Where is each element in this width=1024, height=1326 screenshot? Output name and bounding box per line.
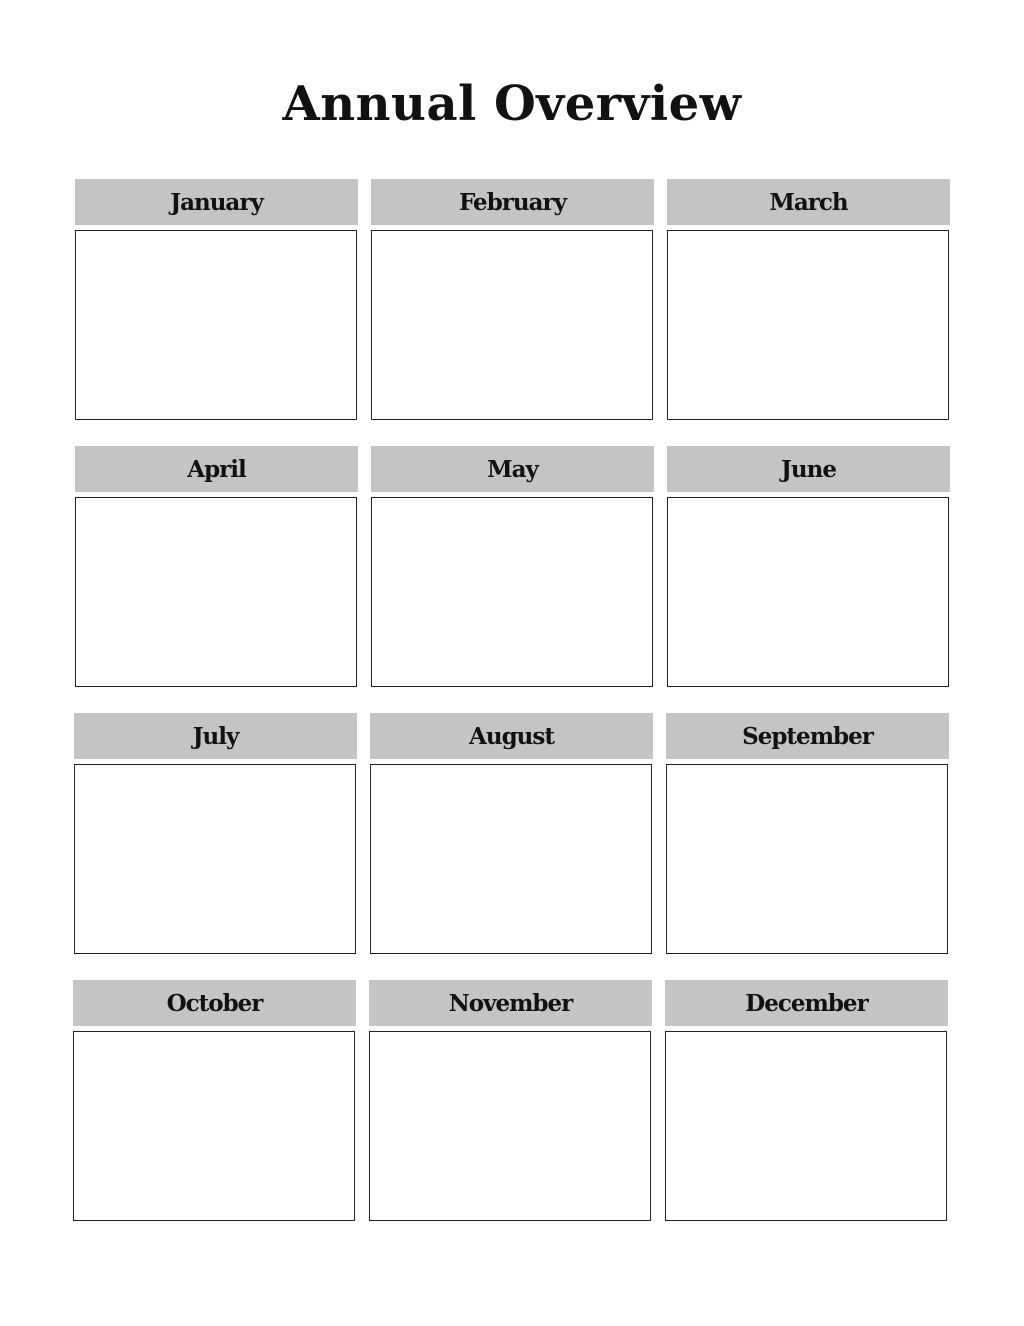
month-block-october bbox=[73, 980, 356, 1221]
month-block-august bbox=[370, 713, 653, 954]
month-header: April bbox=[75, 446, 358, 492]
month-notes-box[interactable] bbox=[369, 1031, 651, 1221]
month-notes-box[interactable] bbox=[74, 764, 356, 954]
month-block-february bbox=[371, 179, 654, 420]
month-block-june bbox=[667, 446, 950, 687]
month-header: November bbox=[369, 980, 652, 1026]
month-block-march bbox=[667, 179, 950, 420]
month-block-may bbox=[371, 446, 654, 687]
month-header: September bbox=[666, 713, 949, 759]
month-header: February bbox=[371, 179, 654, 225]
month-block-december bbox=[665, 980, 948, 1221]
month-header: January bbox=[75, 179, 358, 225]
month-notes-box[interactable] bbox=[370, 764, 652, 954]
month-header: June bbox=[667, 446, 950, 492]
month-header: May bbox=[371, 446, 654, 492]
month-block-july bbox=[74, 713, 357, 954]
month-notes-box[interactable] bbox=[666, 764, 948, 954]
month-notes-box[interactable] bbox=[371, 230, 653, 420]
month-notes-box[interactable] bbox=[75, 497, 357, 687]
month-notes-box[interactable] bbox=[371, 497, 653, 687]
month-header: August bbox=[370, 713, 653, 759]
month-block-january bbox=[75, 179, 358, 420]
month-header: July bbox=[74, 713, 357, 759]
page-title: Annual Overview bbox=[282, 76, 742, 132]
month-block-september bbox=[666, 713, 949, 954]
month-notes-box[interactable] bbox=[667, 497, 949, 687]
month-header: December bbox=[665, 980, 948, 1026]
month-block-november bbox=[369, 980, 652, 1221]
month-notes-box[interactable] bbox=[75, 230, 357, 420]
month-header: October bbox=[73, 980, 356, 1026]
month-block-april bbox=[75, 446, 358, 687]
month-header: March bbox=[667, 179, 950, 225]
month-notes-box[interactable] bbox=[665, 1031, 947, 1221]
month-notes-box[interactable] bbox=[667, 230, 949, 420]
month-notes-box[interactable] bbox=[73, 1031, 355, 1221]
